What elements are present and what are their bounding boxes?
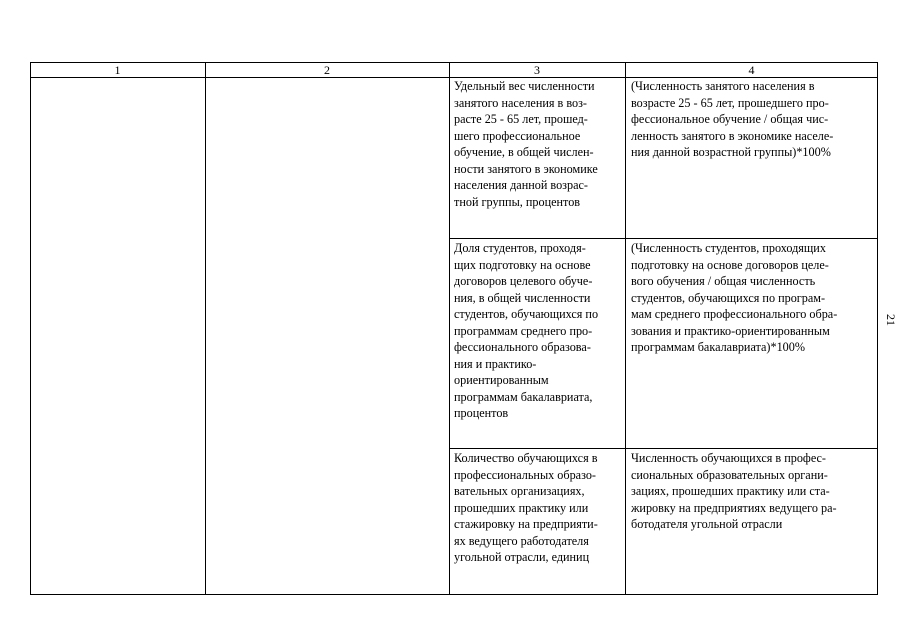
column-number-4: 4: [748, 63, 755, 77]
indicator-cell: Доля студентов, проходя- щих подготовку на основе договоров целевого обуче- ния, в общей численности студентов, обучающихся по программам среднего про- фессионального образова- ния и практико- ориентированным программам бакалавриата, процентов: [454, 241, 599, 420]
formula-cell: (Численность студентов, проходящих подготовку на основе договоров целе- вого обучения / общая численность студентов, обучающихся по програм- мам среднего профессионального обра- зования и практико-ориентированным программам бакалавриата)*100%: [631, 241, 838, 354]
indicator-cell: Количество обучающихся в профессиональных образо- вательных организациях, прошедших практику или стажировку на предприяти- ях ведущего работодателя угольной отрасли, единиц: [454, 451, 598, 564]
formula-cell: (Численность занятого населения в возрасте 25 - 65 лет, прошедшего про- фессиональное обучение / общая чис- ленность занятого в экономике населе- ния данной возрастной группы)*100%: [631, 79, 834, 159]
column-divider: [205, 62, 206, 595]
column-number-1: 1: [114, 63, 121, 77]
row-divider: [449, 448, 878, 449]
row-divider: [449, 238, 878, 239]
column-divider: [625, 62, 626, 595]
formula-cell: Численность обучающихся в профес- сиональных образовательных органи- зациях, прошедших практику или ста- жировку на предприятиях ведущего ра- ботодателя угольной отрасли: [631, 451, 837, 531]
column-divider: [449, 62, 450, 595]
indicator-cell: Удельный вес численности занятого населения в воз- расте 25 - 65 лет, прошед- шего профессиональное обучение, в общей числен- ности занятого в экономике населения данной возрас- тной группы, процентов: [454, 79, 598, 209]
column-number-3: 3: [534, 63, 540, 77]
page-number: 21: [884, 314, 898, 326]
column-number-2: 2: [324, 63, 330, 77]
